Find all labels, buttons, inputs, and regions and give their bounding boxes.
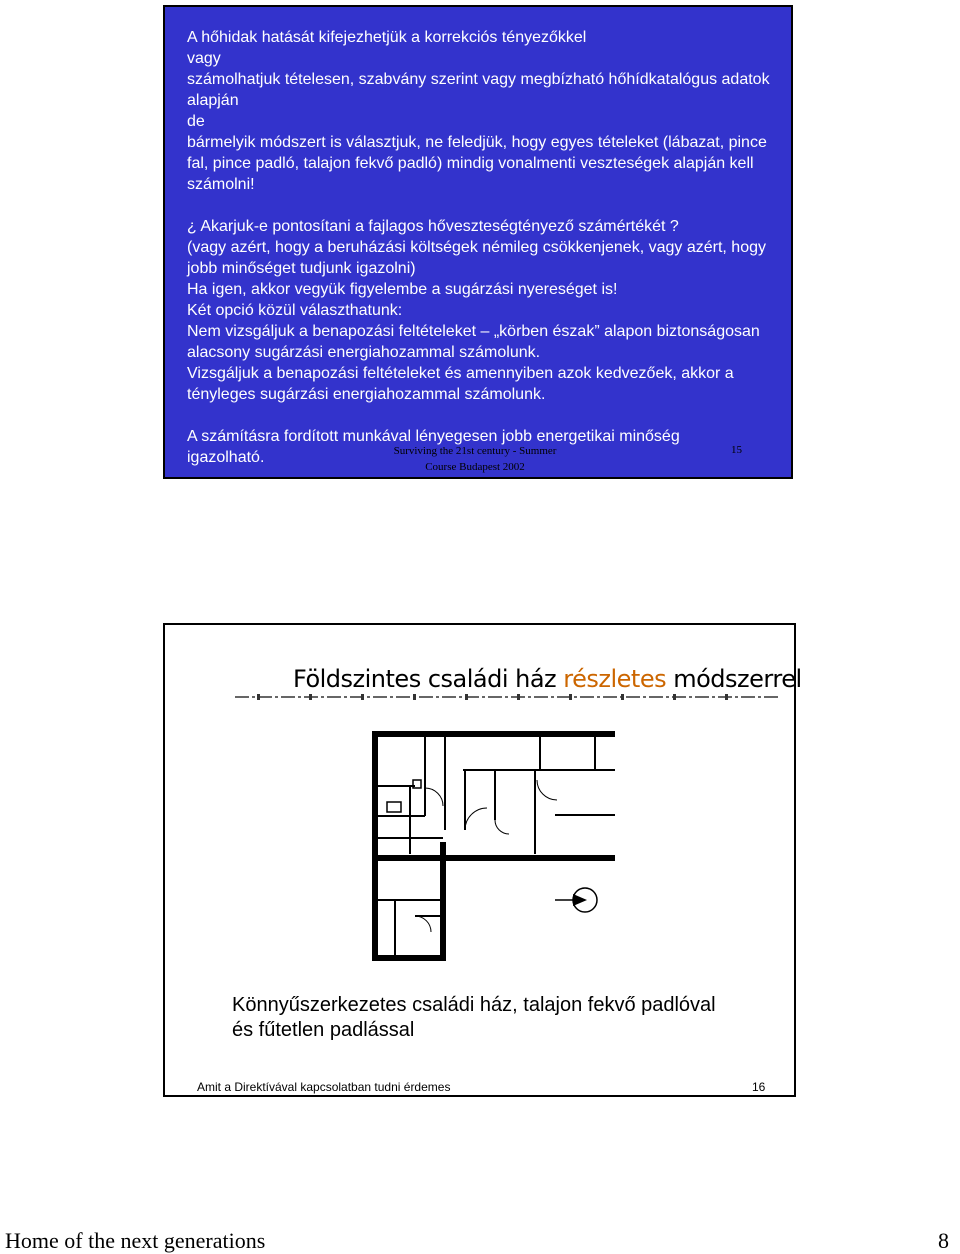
paragraph: (vagy azért, hogy a beruházási költségek némileg csökkenjenek, vagy azért, hogy jobb minőséget tudjunk igazolni) — [187, 239, 766, 277]
slide-16-caption — [232, 993, 772, 1043]
caption-line: Könnyűszerkezetes családi ház, talajon fekvő padlóval — [232, 994, 716, 1016]
slide-number: 15 — [731, 444, 742, 456]
slide-15-text — [187, 27, 787, 468]
slide-16 — [163, 623, 802, 1097]
footer-line: Course Budapest 2002 — [425, 461, 525, 473]
paragraph: de — [187, 113, 205, 130]
caption-line: és fűtetlen padlással — [232, 1019, 415, 1041]
paragraph: A hőhidak hatását kifejezhetjük a korrekciós tényezőkkel — [187, 29, 587, 46]
paragraph: ¿ Akarjuk-e pontosítani a fajlagos hőveszteségtényező számértékét ? — [187, 218, 679, 235]
slide-16-title — [293, 665, 802, 693]
slide-15-footer — [385, 443, 565, 475]
footer-line: Surviving the 21st century - Summer — [393, 445, 557, 457]
title-part: Földszintes családi ház — [293, 665, 564, 693]
slide-16-footer: Amit a Direktívával kapcsolatban tudni érdemes — [197, 1080, 451, 1094]
spacer — [187, 195, 787, 216]
paragraph: vagy — [187, 50, 221, 67]
compass-arrow-icon — [555, 888, 597, 912]
page-number: 8 — [938, 1228, 949, 1253]
title-highlight: részletes — [563, 665, 667, 693]
spacer — [187, 405, 787, 426]
title-divider — [235, 693, 780, 701]
paragraph: Ha igen, akkor vegyük figyelembe a sugárzási nyereséget is! — [187, 281, 618, 298]
paragraph: bármelyik módszert is választjuk, ne feledjük, hogy egyes tételeket (lábazat, pince fal, pince padló, talajon fekvő padló) mindig vonalmenti veszteségek alapján kell számolni! — [187, 134, 767, 193]
paragraph: Vizsgáljuk a benapozási feltételeket és amennyiben azok kedvezőek, akkor a tényleges sugárzási energiahozammal számolunk. — [187, 365, 734, 403]
paragraph: Két opció közül választhatunk: — [187, 302, 403, 319]
page-footer-title: Home of the next generations — [5, 1228, 266, 1253]
slide-number: 16 — [752, 1080, 766, 1094]
title-part: módszerrel — [666, 665, 802, 693]
paragraph: A számításra fordított munkával lényegesen jobb energetikai minőség igazolható. — [187, 428, 680, 466]
paragraph: Nem vizsgáljuk a benapozási feltételeket – „körben észak” alapon biztonságosan alacsony sugárzási energiahozammal számolunk. — [187, 323, 760, 361]
paragraph: számolhatjuk tételesen, szabvány szerint vagy megbízható hőhídkatalógus adatok alapján — [187, 71, 770, 109]
slide-15 — [163, 5, 793, 479]
floor-plan-drawing — [355, 720, 615, 970]
